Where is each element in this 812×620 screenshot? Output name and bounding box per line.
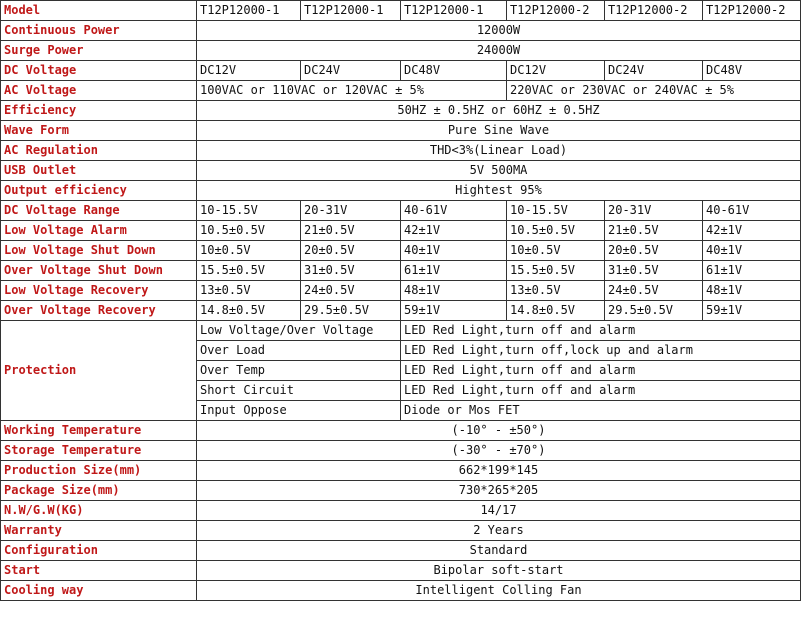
dc-voltage-cell: DC48V xyxy=(703,61,801,81)
storage-temperature-value: (-30° - ±70°) xyxy=(197,441,801,461)
over-voltage-shutdown-cell: 61±1V xyxy=(703,261,801,281)
row-dc-voltage-range xyxy=(1,201,801,221)
label-dc-voltage: DC Voltage xyxy=(1,61,197,81)
wave-form-value: Pure Sine Wave xyxy=(197,121,801,141)
ac-voltage-group2: 220VAC or 230VAC or 240VAC ± 5% xyxy=(507,81,801,101)
row-ac-regulation xyxy=(1,141,801,161)
row-ac-voltage xyxy=(1,81,801,101)
row-low-voltage-alarm xyxy=(1,221,801,241)
row-package-size xyxy=(1,481,801,501)
label-dc-voltage-range: DC Voltage Range xyxy=(1,201,197,221)
over-voltage-shutdown-cell: 31±0.5V xyxy=(301,261,401,281)
dc-voltage-cell: DC12V xyxy=(197,61,301,81)
label-start: Start xyxy=(1,561,197,581)
weight-value: 14/17 xyxy=(197,501,801,521)
low-voltage-recovery-cell: 48±1V xyxy=(703,281,801,301)
low-voltage-alarm-cell: 10.5±0.5V xyxy=(507,221,605,241)
over-voltage-shutdown-cell: 15.5±0.5V xyxy=(197,261,301,281)
dc-voltage-range-cell: 40-61V xyxy=(401,201,507,221)
low-voltage-alarm-cell: 21±0.5V xyxy=(301,221,401,241)
row-usb-outlet xyxy=(1,161,801,181)
production-size-value: 662*199*145 xyxy=(197,461,801,481)
low-voltage-shutdown-cell: 10±0.5V xyxy=(507,241,605,261)
model-cell: T12P12000-1 xyxy=(301,1,401,21)
dc-voltage-range-cell: 10-15.5V xyxy=(197,201,301,221)
protection-item-response: LED Red Light,turn off and alarm xyxy=(401,361,801,381)
protection-item-response: Diode or Mos FET xyxy=(401,401,801,421)
row-weight xyxy=(1,501,801,521)
row-efficiency xyxy=(1,101,801,121)
working-temperature-value: (-10° - ±50°) xyxy=(197,421,801,441)
row-start xyxy=(1,561,801,581)
low-voltage-shutdown-cell: 20±0.5V xyxy=(301,241,401,261)
low-voltage-recovery-cell: 13±0.5V xyxy=(507,281,605,301)
row-cooling-way xyxy=(1,581,801,601)
label-ac-voltage: AC Voltage xyxy=(1,81,197,101)
label-surge-power: Surge Power xyxy=(1,41,197,61)
low-voltage-alarm-cell: 10.5±0.5V xyxy=(197,221,301,241)
label-warranty: Warranty xyxy=(1,521,197,541)
label-over-voltage-recovery: Over Voltage Recovery xyxy=(1,301,197,321)
warranty-value: 2 Years xyxy=(197,521,801,541)
start-value: Bipolar soft-start xyxy=(197,561,801,581)
protection-item-name: Short Circuit xyxy=(197,381,401,401)
model-cell: T12P12000-1 xyxy=(197,1,301,21)
dc-voltage-range-cell: 10-15.5V xyxy=(507,201,605,221)
label-continuous-power: Continuous Power xyxy=(1,21,197,41)
row-warranty xyxy=(1,521,801,541)
low-voltage-recovery-cell: 24±0.5V xyxy=(605,281,703,301)
row-configuration xyxy=(1,541,801,561)
protection-item-response: LED Red Light,turn off and alarm xyxy=(401,381,801,401)
label-output-efficiency: Output efficiency xyxy=(1,181,197,201)
over-voltage-recovery-cell: 59±1V xyxy=(401,301,507,321)
surge-power-value: 24000W xyxy=(197,41,801,61)
low-voltage-alarm-cell: 21±0.5V xyxy=(605,221,703,241)
low-voltage-shutdown-cell: 10±0.5V xyxy=(197,241,301,261)
label-package-size: Package Size(mm) xyxy=(1,481,197,501)
low-voltage-alarm-cell: 42±1V xyxy=(401,221,507,241)
label-wave-form: Wave Form xyxy=(1,121,197,141)
label-low-voltage-recovery: Low Voltage Recovery xyxy=(1,281,197,301)
model-cell: T12P12000-2 xyxy=(605,1,703,21)
low-voltage-recovery-cell: 13±0.5V xyxy=(197,281,301,301)
low-voltage-shutdown-cell: 40±1V xyxy=(703,241,801,261)
row-over-voltage-recovery xyxy=(1,301,801,321)
low-voltage-alarm-cell: 42±1V xyxy=(703,221,801,241)
row-production-size xyxy=(1,461,801,481)
low-voltage-shutdown-cell: 20±0.5V xyxy=(605,241,703,261)
over-voltage-recovery-cell: 14.8±0.5V xyxy=(197,301,301,321)
row-protection xyxy=(1,321,801,341)
low-voltage-recovery-cell: 48±1V xyxy=(401,281,507,301)
label-low-voltage-alarm: Low Voltage Alarm xyxy=(1,221,197,241)
dc-voltage-cell: DC48V xyxy=(401,61,507,81)
dc-voltage-cell: DC12V xyxy=(507,61,605,81)
label-usb-outlet: USB Outlet xyxy=(1,161,197,181)
label-cooling-way: Cooling way xyxy=(1,581,197,601)
protection-item-response: LED Red Light,turn off and alarm xyxy=(401,321,801,341)
model-cell: T12P12000-2 xyxy=(703,1,801,21)
label-protection: Protection xyxy=(1,321,197,421)
dc-voltage-range-cell: 20-31V xyxy=(605,201,703,221)
configuration-value: Standard xyxy=(197,541,801,561)
over-voltage-shutdown-cell: 31±0.5V xyxy=(605,261,703,281)
label-low-voltage-shutdown: Low Voltage Shut Down xyxy=(1,241,197,261)
continuous-power-value: 12000W xyxy=(197,21,801,41)
dc-voltage-cell: DC24V xyxy=(301,61,401,81)
label-over-voltage-shutdown: Over Voltage Shut Down xyxy=(1,261,197,281)
label-configuration: Configuration xyxy=(1,541,197,561)
protection-item-name: Low Voltage/Over Voltage xyxy=(197,321,401,341)
label-efficiency: Efficiency xyxy=(1,101,197,121)
ac-voltage-group1: 100VAC or 110VAC or 120VAC ± 5% xyxy=(197,81,507,101)
label-working-temperature: Working Temperature xyxy=(1,421,197,441)
row-continuous-power xyxy=(1,21,801,41)
protection-item-name: Over Load xyxy=(197,341,401,361)
usb-outlet-value: 5V 500MA xyxy=(197,161,801,181)
dc-voltage-range-cell: 40-61V xyxy=(703,201,801,221)
protection-item-name: Input Oppose xyxy=(197,401,401,421)
row-over-voltage-shutdown xyxy=(1,261,801,281)
label-weight: N.W/G.W(KG) xyxy=(1,501,197,521)
model-cell: T12P12000-2 xyxy=(507,1,605,21)
row-wave-form xyxy=(1,121,801,141)
dc-voltage-cell: DC24V xyxy=(605,61,703,81)
over-voltage-recovery-cell: 29.5±0.5V xyxy=(605,301,703,321)
over-voltage-shutdown-cell: 15.5±0.5V xyxy=(507,261,605,281)
cooling-way-value: Intelligent Colling Fan xyxy=(197,581,801,601)
row-low-voltage-shutdown xyxy=(1,241,801,261)
row-output-efficiency xyxy=(1,181,801,201)
label-storage-temperature: Storage Temperature xyxy=(1,441,197,461)
protection-item-response: LED Red Light,turn off,lock up and alarm xyxy=(401,341,801,361)
low-voltage-shutdown-cell: 40±1V xyxy=(401,241,507,261)
row-storage-temperature xyxy=(1,441,801,461)
row-low-voltage-recovery xyxy=(1,281,801,301)
protection-item-name: Over Temp xyxy=(197,361,401,381)
over-voltage-shutdown-cell: 61±1V xyxy=(401,261,507,281)
package-size-value: 730*265*205 xyxy=(197,481,801,501)
over-voltage-recovery-cell: 14.8±0.5V xyxy=(507,301,605,321)
model-cell: T12P12000-1 xyxy=(401,1,507,21)
label-ac-regulation: AC Regulation xyxy=(1,141,197,161)
over-voltage-recovery-cell: 59±1V xyxy=(703,301,801,321)
label-production-size: Production Size(mm) xyxy=(1,461,197,481)
low-voltage-recovery-cell: 24±0.5V xyxy=(301,281,401,301)
row-working-temperature xyxy=(1,421,801,441)
efficiency-value: 50HZ ± 0.5HZ or 60HZ ± 0.5HZ xyxy=(197,101,801,121)
output-efficiency-value: Hightest 95% xyxy=(197,181,801,201)
dc-voltage-range-cell: 20-31V xyxy=(301,201,401,221)
over-voltage-recovery-cell: 29.5±0.5V xyxy=(301,301,401,321)
row-dc-voltage xyxy=(1,61,801,81)
row-model xyxy=(1,1,801,21)
ac-regulation-value: THD<3%(Linear Load) xyxy=(197,141,801,161)
row-surge-power xyxy=(1,41,801,61)
label-model: Model xyxy=(1,1,197,21)
